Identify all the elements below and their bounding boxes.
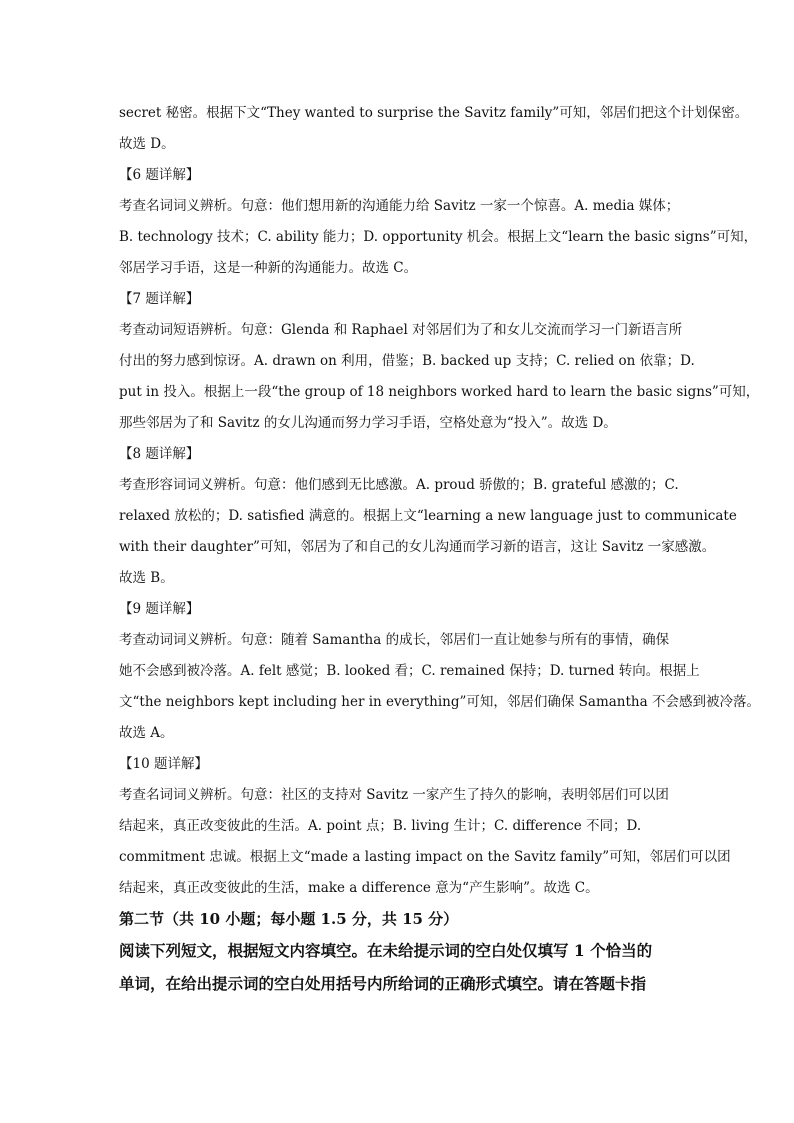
paragraph-line: 她不会感到被冷落。A. felt 感觉；B. looked 看；C. remained 保持；D. turned 转向。根据上 <box>119 663 700 679</box>
document-body <box>119 98 760 1000</box>
answer-block-7 <box>119 284 760 439</box>
paragraph-line: secret 秘密。根据下文“They wanted to surprise the Savitz family”可知，邻居们把这个计划保密。 <box>119 105 749 121</box>
paragraph-line: 考查动词词义辨析。句意：随着 Samantha 的成长，邻居们一直让她参与所有的事情，确保 <box>119 632 670 648</box>
paragraph-line: relaxed 放松的；D. satisfied 满意的。根据上文“learning a new language just to communicate <box>119 508 737 524</box>
paragraph-line: 文“the neighbors kept including her in everything”可知，邻居们确保 Samantha 不会感到被冷落。 <box>119 694 760 710</box>
instruction-line: 单词，在给出提示词的空白处用括号内所给词的正确形式填空。请在答题卡指 <box>119 974 647 993</box>
section-title: 第二节（共 10 小题；每小题 1.5 分，共 15 分） <box>119 910 459 928</box>
answer-block-10 <box>119 749 731 904</box>
paragraph-line: with their daughter”可知，邻居为了和自己的女儿沟通而学习新的语言，这让 Savitz 一家感激。 <box>119 539 716 555</box>
paragraph-line: B. technology 技术；C. ability 能力；D. opportunity 机会。根据上文“learn the basic signs”可知， <box>119 229 758 245</box>
paragraph-line: 结起来，真正改变彼此的生活，make a difference 意为“产生影响”。故选 C。 <box>119 880 599 896</box>
paragraph-line: 故选 D。 <box>119 136 175 152</box>
paragraph-line: 考查动词短语辨析。句意：Glenda 和 Raphael 对邻居们为了和女儿交流而学习一门新语言所 <box>119 322 683 338</box>
paragraph-line: 付出的努力感到惊讶。A. drawn on 利用，借鉴；B. backed up 支持；C. relied on 依靠；D. <box>119 353 695 369</box>
answer-block-8 <box>119 439 737 594</box>
instruction-line: 阅读下列短文，根据短文内容填空。在未给提示词的空白处仅填写 1 个恰当的 <box>119 941 653 960</box>
paragraph-line: 故选 B。 <box>119 570 174 586</box>
paragraph-line: 考查名词词义辨析。句意：社区的支持对 Savitz 一家产生了持久的影响，表明邻居们可以团 <box>119 787 669 803</box>
paragraph-line: put in 投入。根据上一段“the group of 18 neighbors worked hard to learn the basic signs”可知， <box>119 384 760 400</box>
paragraph-line: 考查形容词词义辨析。句意：他们感到无比感激。A. proud 骄傲的；B. grateful 感激的；C. <box>119 477 679 493</box>
paragraph-line: 邻居学习手语，这是一种新的沟通能力。故选 C。 <box>119 260 418 276</box>
question-heading: 【10 题详解】 <box>119 756 208 772</box>
paragraph-line: 那些邻居为了和 Savitz 的女儿沟通而努力学习手语，空格处意为“投入”。故选 D。 <box>119 415 617 431</box>
paragraph-line: 考查名词词义辨析。句意：他们想用新的沟通能力给 Savitz 一家一个惊喜。A. media 媒体； <box>119 198 680 214</box>
answer-block-9 <box>119 594 760 749</box>
question-heading: 【6 题详解】 <box>119 167 200 183</box>
question-heading: 【9 题详解】 <box>119 601 200 617</box>
question-heading: 【8 题详解】 <box>119 446 200 462</box>
paragraph-line: 故选 A。 <box>119 725 174 741</box>
answer-block-6 <box>119 160 758 284</box>
section-two <box>119 904 679 1000</box>
question-heading: 【7 题详解】 <box>119 291 200 307</box>
answer-block-5-tail <box>119 98 749 160</box>
paragraph-line: 结起来，真正改变彼此的生活。A. point 点；B. living 生计；C. difference 不同；D. <box>119 818 642 834</box>
paragraph-line: commitment 忠诚。根据上文“made a lasting impact on the Savitz family”可知，邻居们可以团 <box>119 849 731 865</box>
